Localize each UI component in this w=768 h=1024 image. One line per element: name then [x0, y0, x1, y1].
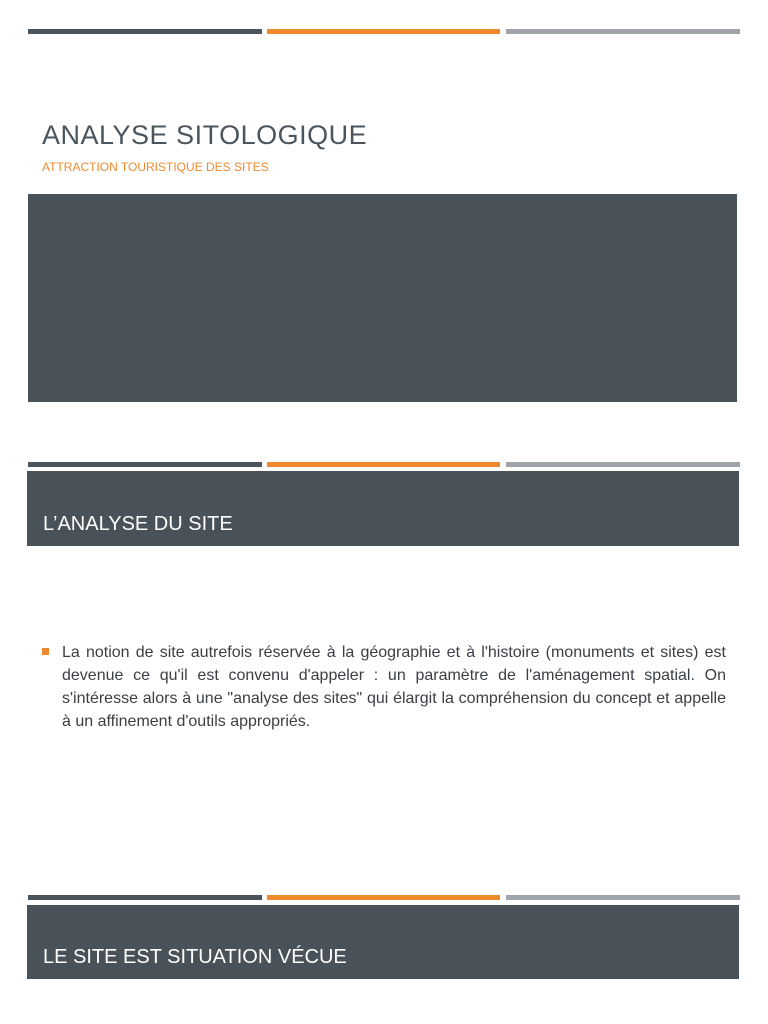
accent-bar-orange	[267, 462, 500, 467]
slide-heading: L’ANALYSE DU SITE	[43, 513, 233, 535]
slide-subtitle: ATTRACTION TOURISTIQUE DES SITES	[42, 160, 269, 174]
slide-analyse-du-site	[0, 455, 768, 875]
slide-heading: LE SITE EST SITUATION VÉCUE	[43, 946, 347, 968]
accent-bar-grey	[506, 895, 740, 900]
slide-header-band	[27, 471, 739, 546]
square-bullet-icon	[42, 648, 49, 655]
slide-title	[0, 0, 768, 420]
accent-bar-grey	[506, 29, 740, 34]
bullet-item	[42, 641, 726, 733]
title-dark-panel	[28, 194, 737, 402]
accent-bars	[28, 462, 740, 467]
accent-bar-grey	[506, 462, 740, 467]
accent-bars	[28, 29, 740, 34]
accent-bar-orange	[267, 895, 500, 900]
accent-bars	[28, 895, 740, 900]
accent-bar-dark	[28, 895, 262, 900]
slide-header-band	[27, 905, 739, 979]
bullet-text: La notion de site autrefois réservée à la géographie et à l'histoire (monuments et sites) est devenue ce qu'il est convenu d'appeler : un paramètre de l'aménagement spatial. On s'intéresse alors à une "analyse des sites" qui élargit la compréhension du concept et appelle à un affinement d'outils appropriés.	[62, 644, 726, 730]
accent-bar-orange	[267, 29, 500, 34]
accent-bar-dark	[28, 462, 262, 467]
accent-bar-dark	[28, 29, 262, 34]
slide-title-heading: ANALYSE SITOLOGIQUE	[42, 120, 368, 150]
slide-situation-vecue	[0, 890, 768, 1024]
